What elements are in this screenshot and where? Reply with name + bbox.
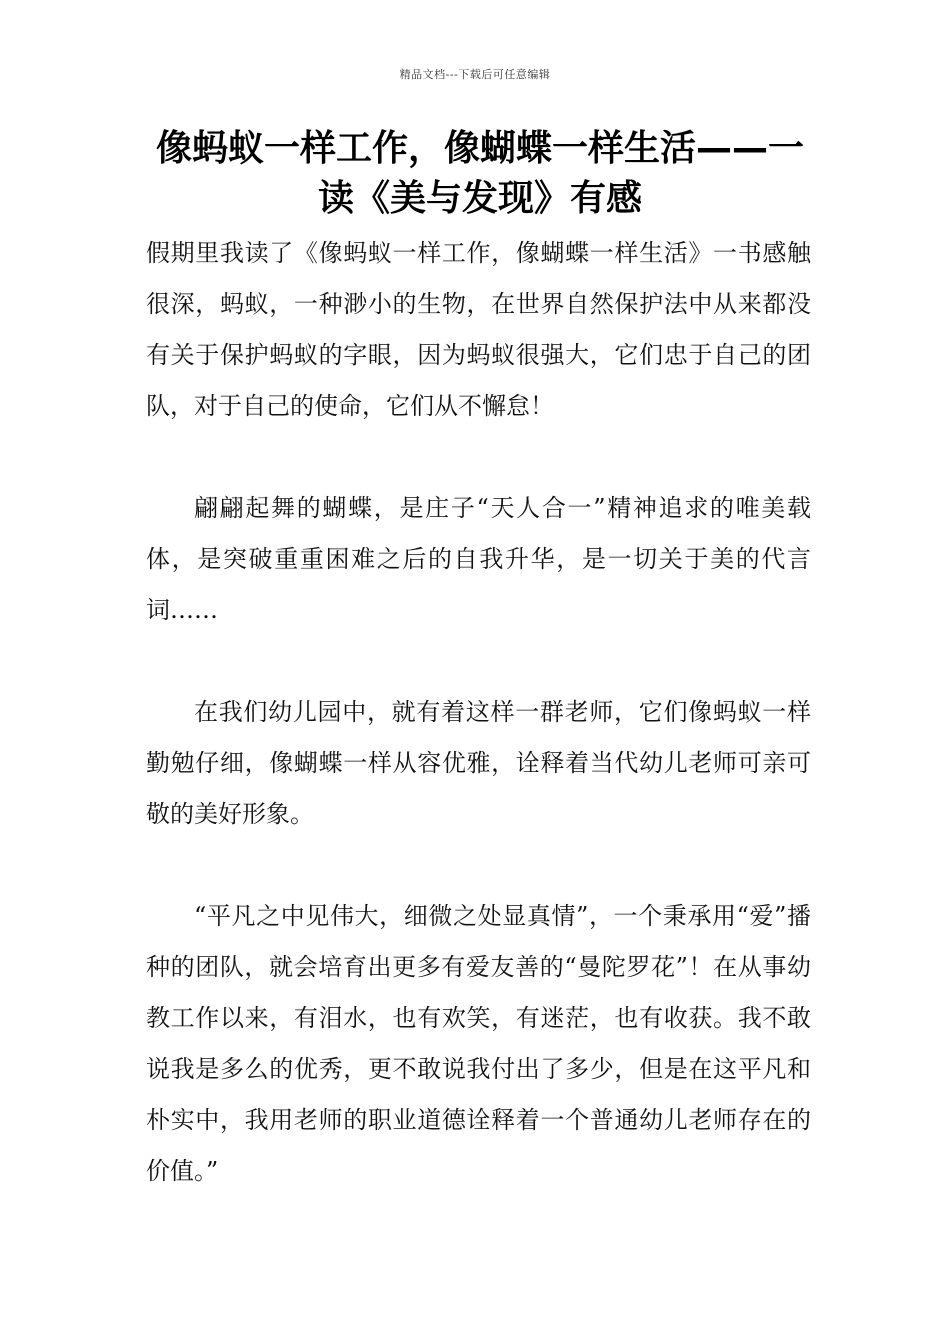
paragraph-3: 在我们幼儿园中，就有着这样一群老师，它们像蚂蚁一样勤勉仔细，像蝴蝶一样从容优雅，诠释着当代幼儿老师可亲可敬的美好形象。 [146, 698, 811, 828]
paragraph-1: 假期里我读了《像蚂蚁一样工作，像蝴蝶一样生活》一书感触很深，蚂蚁，一种渺小的生物，在世界自然保护法中从来都没有关于保护蚂蚁的字眼，因为蚂蚁很强大，它们忠于自己的团队，对于自己的使命，它们从不懈怠！ [146, 239, 811, 420]
paragraph-4: “平凡之中见伟大，细微之处显真情”，一个秉承用“爱”播种的团队，就会培育出更多有爱友善的“曼陀罗花”！在从事幼教工作以来，有泪水，也有欢笑，有迷茫，也有收获。我不敢说我是多么的优秀，更不敢说我付出了多少，但是在这平凡和朴实中，我用老师的职业道德诠释着一个普通幼儿老师存在的价值。” [146, 902, 811, 1185]
document-body [146, 228, 811, 1248]
header-note: 精品文档---下载后可任意编辑 [399, 68, 551, 81]
paragraph-2: 翩翩起舞的蝴蝶，是庄子“天人合一”精神追求的唯美载体，是突破重重困难之后的自我升华，是一切关于美的代言词…… [146, 494, 811, 624]
document-title: 像蚂蚁一样工作，像蝴蝶一样生活——一读《美与发现》有感 [155, 128, 804, 219]
